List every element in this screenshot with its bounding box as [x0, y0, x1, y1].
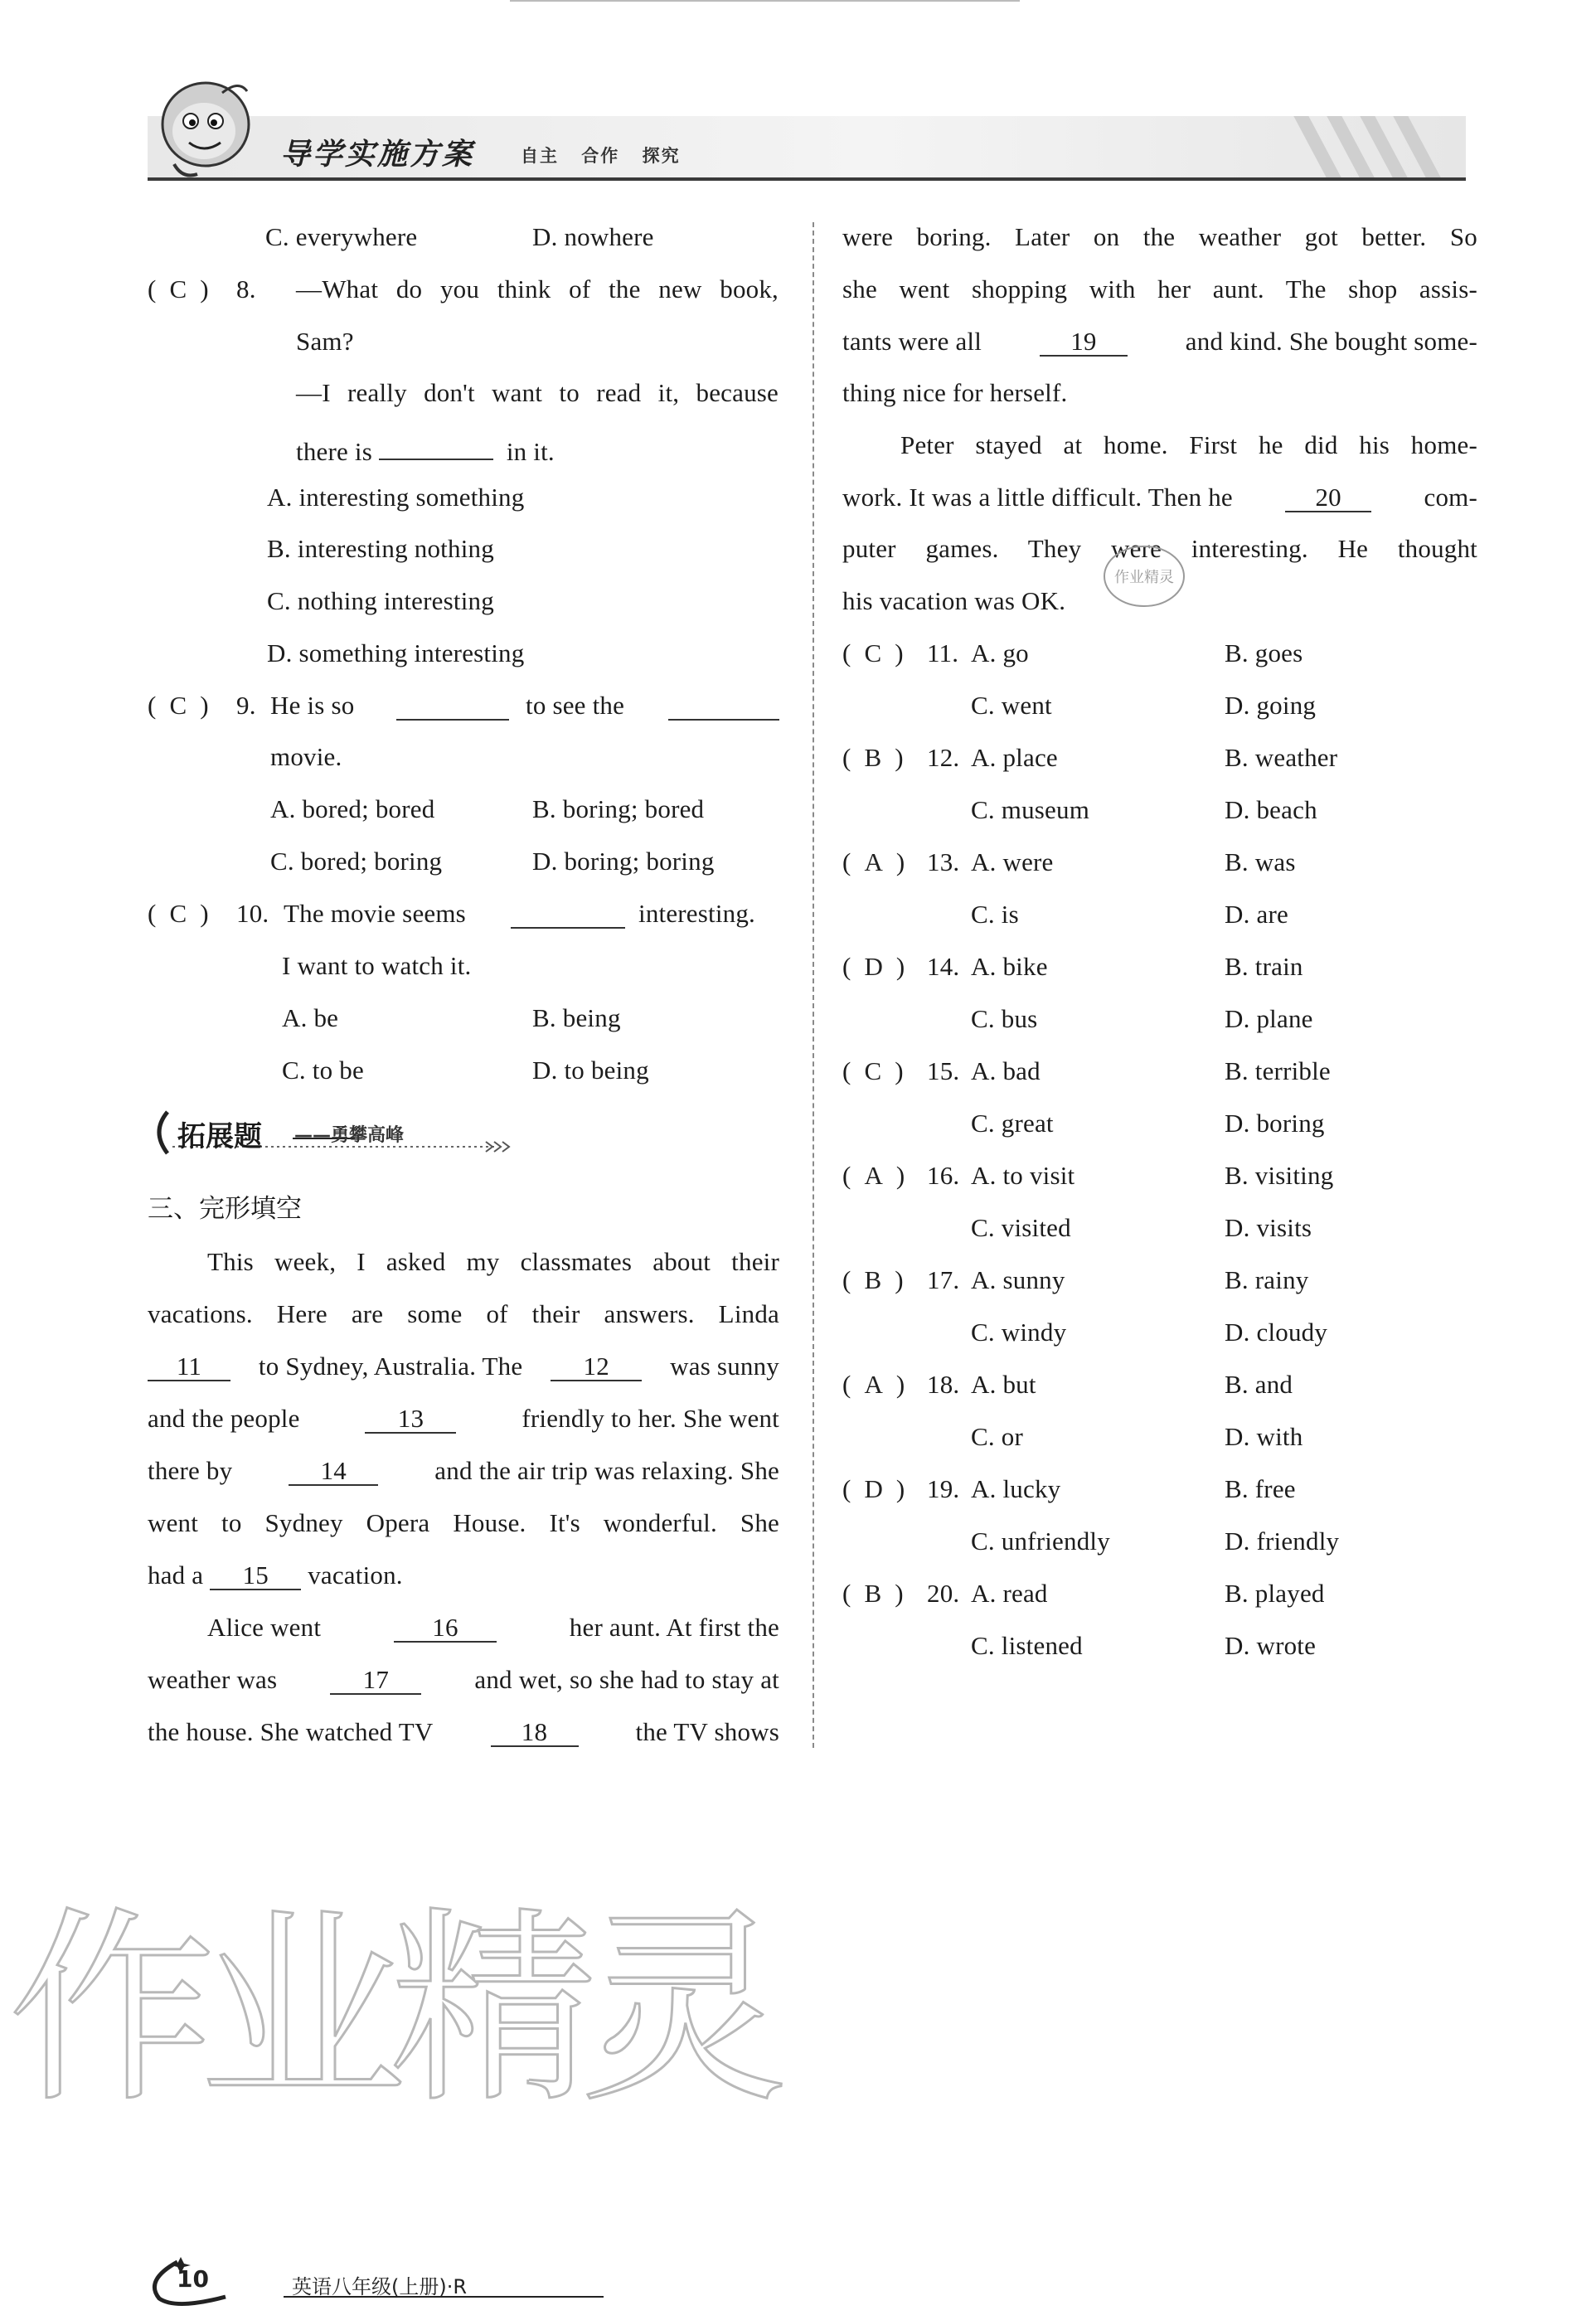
option-a: A. sunny — [971, 1265, 1065, 1294]
option-a: A. to visit — [971, 1161, 1075, 1190]
question-9-line: to see the — [526, 691, 625, 720]
passage-line: and the people 13 friendly to her. She went — [148, 1404, 779, 1433]
answer-mark: C — [864, 638, 882, 667]
passage-line: thing nice for herself. — [842, 378, 1068, 407]
answer-mark: B — [864, 1265, 882, 1294]
question-8-line: —What do you think of the new book, — [296, 274, 779, 303]
passage-line: had a 15 vacation. — [148, 1560, 403, 1590]
answer-blank[interactable] — [396, 692, 509, 721]
option-10d: D. to being — [532, 1056, 649, 1085]
passage-line: went to Sydney Opera House. It's wonderful. She — [148, 1508, 779, 1537]
cloze-blank-12[interactable]: 12 — [551, 1353, 642, 1381]
question-9-answer: ( C ) — [148, 691, 209, 720]
option-d: D. cloudy — [1225, 1318, 1328, 1347]
option-d: D. friendly — [1225, 1526, 1340, 1556]
option-b: B. rainy — [1225, 1265, 1309, 1294]
option-10a: A. be — [282, 1003, 339, 1032]
option-a: A. were — [971, 847, 1054, 876]
answer-mark: A — [864, 1370, 884, 1399]
option-10b: B. being — [532, 1003, 621, 1032]
passage-line: Alice went 16 her aunt. At first the — [207, 1613, 779, 1642]
page-number: 10 — [177, 2265, 209, 2293]
cloze-blank-14[interactable]: 14 — [289, 1458, 378, 1486]
cloze-blank-16[interactable]: 16 — [394, 1614, 497, 1643]
cloze-blank-15[interactable]: 15 — [210, 1562, 301, 1590]
option-c: C. went — [971, 691, 1052, 720]
question-10-answer: ( C ) — [148, 899, 209, 928]
option-d: D. beach — [1225, 795, 1317, 824]
question-9-line: He is so — [270, 691, 355, 720]
option-a: A. bike — [971, 952, 1048, 981]
svg-text:作业精灵: 作业精灵 — [8, 1889, 771, 2130]
question-answer: ( C ) — [842, 638, 904, 667]
header-rule — [148, 177, 1466, 181]
answer-mark: C — [864, 1056, 882, 1085]
cloze-blank-18[interactable]: 18 — [491, 1719, 579, 1747]
passage-line: his vacation was OK. — [842, 586, 1066, 615]
question-10-line: The movie seems — [284, 899, 466, 928]
option-c: C. unfriendly — [971, 1526, 1110, 1556]
passage-line: This week, I asked my classmates about their — [207, 1247, 779, 1276]
option-d: D. wrote — [1225, 1631, 1317, 1660]
question-answer: ( A ) — [842, 1370, 905, 1399]
option-9d: D. boring; boring — [532, 847, 715, 876]
header-subtitle: 自主 合作 探究 — [521, 146, 681, 166]
answer-mark: A — [864, 847, 884, 876]
answer-blank[interactable] — [511, 900, 625, 929]
option-b: B. visiting — [1225, 1161, 1334, 1190]
question-answer: ( B ) — [842, 743, 904, 772]
option-c: C. museum — [971, 795, 1090, 824]
question-8-line: there is in it. — [296, 432, 555, 464]
watermark — [0, 1799, 813, 2131]
question-number: 17. — [927, 1265, 960, 1294]
header-title: 导学实施方案 — [280, 138, 475, 172]
cloze-blank-17[interactable]: 17 — [330, 1667, 421, 1695]
passage-line: weather was 17 and wet, so she had to stay at — [148, 1665, 779, 1694]
question-answer: ( A ) — [842, 1161, 905, 1190]
section-title: 拓展题 — [177, 1120, 262, 1153]
cloze-blank-19[interactable]: 19 — [1040, 328, 1128, 357]
option-9b: B. boring; bored — [532, 794, 705, 823]
question-number: 14. — [927, 952, 960, 981]
option-b: B. and — [1225, 1370, 1293, 1399]
option-c: C. listened — [971, 1631, 1083, 1660]
question-10-line: I want to watch it. — [282, 951, 472, 980]
answer-mark: B — [864, 1579, 882, 1608]
stamp-icon — [1099, 539, 1190, 614]
option-c: C. visited — [971, 1213, 1071, 1242]
answer-blank[interactable] — [379, 432, 493, 460]
question-10-line: interesting. — [638, 899, 756, 928]
option-c: C. windy — [971, 1318, 1067, 1347]
option-a: A. bad — [971, 1056, 1041, 1085]
passage-line: work. It was a little difficult. Then he 20 com- — [842, 483, 1477, 512]
question-number: 15. — [927, 1056, 960, 1085]
passage-line: she went shopping with her aunt. The shop assis- — [842, 274, 1477, 303]
question-number: 20. — [927, 1579, 960, 1608]
option-8c: C. nothing interesting — [267, 586, 494, 615]
option-9a: A. bored; bored — [270, 794, 435, 823]
question-8-number: 8. — [236, 274, 256, 303]
question-answer: ( B ) — [842, 1265, 904, 1294]
mascot-icon — [149, 73, 257, 189]
question-number: 11. — [927, 638, 959, 667]
option-b: B. free — [1225, 1474, 1296, 1503]
answer-mark: C — [169, 274, 187, 303]
option-d: D. are — [1225, 900, 1288, 929]
option-d: D. boring — [1225, 1109, 1325, 1138]
answer-mark: D — [864, 1474, 884, 1503]
option-d: D. visits — [1225, 1213, 1312, 1242]
question-answer: ( C ) — [842, 1056, 904, 1085]
option-b: B. was — [1225, 847, 1296, 876]
option-a: A. lucky — [971, 1474, 1061, 1503]
passage-line: were boring. Later on the weather got better. So — [842, 222, 1477, 251]
option-a: A. go — [971, 638, 1029, 667]
option-b: B. train — [1225, 952, 1303, 981]
option-b: B. played — [1225, 1579, 1325, 1608]
question-number: 12. — [927, 743, 960, 772]
passage-line: the house. She watched TV 18 the TV shows — [148, 1717, 779, 1746]
option-c: C. bus — [971, 1004, 1038, 1033]
option-d: D. with — [1225, 1422, 1303, 1451]
answer-blank[interactable] — [668, 692, 779, 721]
passage-line: puter games. They were interesting. He thought — [842, 534, 1477, 563]
option-b: B. goes — [1225, 638, 1303, 667]
svg-text:作业精灵: 作业精灵 — [1114, 569, 1174, 586]
question-number: 16. — [927, 1161, 960, 1190]
question-8-line: Sam? — [296, 327, 354, 356]
question-answer: ( D ) — [842, 952, 905, 981]
option-9c: C. bored; boring — [270, 847, 443, 876]
top-rule — [510, 0, 1020, 2]
column-divider — [813, 222, 814, 1748]
question-8-line: —I really don't want to read it, because — [296, 378, 779, 407]
footer-text: 英语八年级(上册)·R — [292, 2275, 468, 2298]
option-d: D. going — [1225, 691, 1317, 720]
option-b: B. terrible — [1225, 1056, 1331, 1085]
passage-line: tants were all 19 and kind. She bought some- — [842, 327, 1477, 356]
question-10-number: 10. — [236, 899, 269, 928]
cloze-blank-11[interactable]: 11 — [148, 1353, 230, 1381]
question-8-answer: ( C ) — [148, 274, 209, 303]
section-slogan: ——勇攀高峰 — [294, 1125, 405, 1146]
question-number: 13. — [927, 847, 960, 876]
passage-line: 11 to Sydney, Australia. The 12 was sunny — [148, 1353, 779, 1381]
option-c: C. great — [971, 1109, 1054, 1138]
passage-line: there by 14 and the air trip was relaxing. She — [148, 1456, 779, 1485]
question-answer: ( A ) — [842, 847, 905, 876]
answer-mark: C — [169, 691, 187, 720]
option-c: C. is — [971, 900, 1019, 929]
option-10c: C. to be — [282, 1056, 364, 1085]
option-a: A. but — [971, 1370, 1036, 1399]
question-number: 19. — [927, 1474, 960, 1503]
option-8b: B. interesting nothing — [267, 534, 494, 563]
option-d: D. plane — [1225, 1004, 1313, 1033]
answer-mark: C — [169, 899, 187, 928]
option-b: B. weather — [1225, 743, 1338, 772]
question-answer: ( B ) — [842, 1579, 904, 1608]
option-c: C. or — [971, 1422, 1023, 1451]
option-8d: D. something interesting — [267, 638, 525, 667]
option-7c: C. everywhere — [265, 222, 418, 251]
option-8a: A. interesting something — [267, 483, 525, 512]
answer-mark: A — [864, 1161, 884, 1190]
option-a: A. read — [971, 1579, 1048, 1608]
question-9-line: movie. — [270, 742, 342, 771]
question-number: 18. — [927, 1370, 960, 1399]
passage-line: Peter stayed at home. First he did his home- — [900, 430, 1477, 459]
option-7d: D. nowhere — [532, 222, 654, 251]
cloze-blank-20[interactable]: 20 — [1285, 484, 1371, 512]
passage-line: vacations. Here are some of their answers. Linda — [148, 1299, 779, 1328]
question-answer: ( D ) — [842, 1474, 905, 1503]
question-9-number: 9. — [236, 691, 256, 720]
answer-mark: D — [864, 952, 884, 981]
cloze-blank-13[interactable]: 13 — [365, 1405, 456, 1434]
answer-mark: B — [864, 743, 882, 772]
section-heading: 三、完形填空 — [148, 1194, 302, 1224]
option-a: A. place — [971, 743, 1058, 772]
